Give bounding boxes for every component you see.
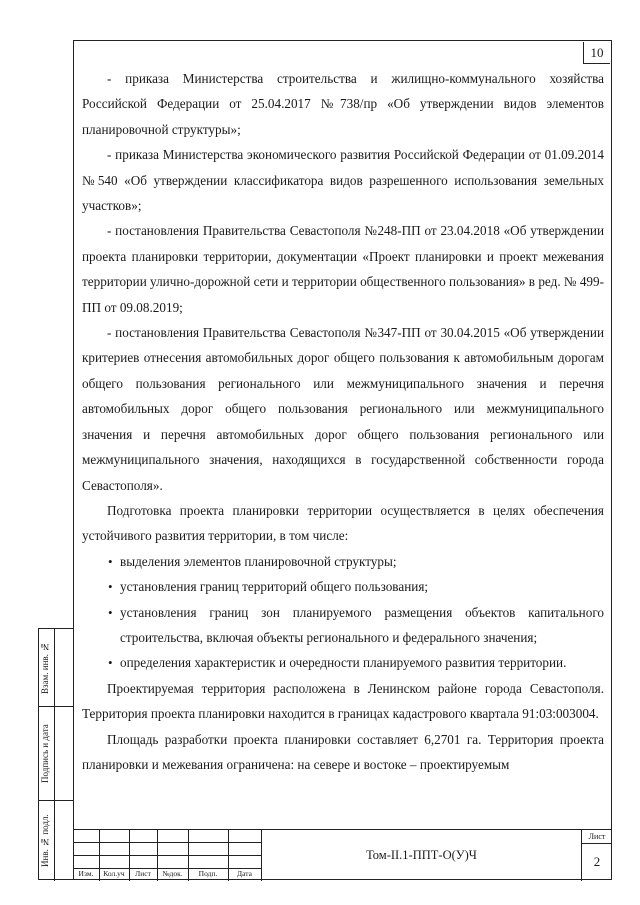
list-item [82,650,604,675]
purpose-list [82,549,604,676]
paragraph-order-540: - приказа Министерства экономического развития Российской Федерации от 01.09.2014 №540 «Об утверждении классификатора видов разрешенного использования земельных участков»; [82,147,604,214]
document-code: Том-II.1-ППТ-О(У)Ч [261,830,581,881]
side-label-replacement-inv: Взам. инв. № [40,641,50,695]
bullet-icon: • [108,579,113,595]
side-label-original-inv: Инв. № подл. [40,814,50,868]
bullet-icon: • [108,655,113,671]
sheet-box [581,830,612,881]
paragraph-purpose: Подготовка проекта планировки территории осуществляется в целях обеспечения устойчивого развития территории, в том числе: [82,502,604,544]
side-cell-original-inv [39,801,73,881]
revision-grid [73,830,261,881]
header-change: Изм. [78,869,94,878]
header-quantity: Кол.уч [103,869,125,878]
header-signature: Подп. [198,869,218,878]
list-item-text: установления границ территорий общего пользования; [120,579,429,595]
side-stamp [38,628,74,880]
paragraph-area: Площадь разработки проекта планировки составляет 6,2701 га. Территория проекта планировки и межевания ограничена: на севере и востоке – проектируемым [82,731,604,772]
paragraph-location: Проектируемая территория расположена в Ленинском районе города Севастополя. Территория проекта планировки находится в границах кадастрового квартала 91:03:003004. [82,680,604,722]
list-item [82,549,604,574]
paragraph-resolution-347: - постановления Правительства Севастополя №347-ПП от 30.04.2015 «Об утверждении критериев отнесения автомобильных дорог общего пользования к автомобильным дорогам общего пользования регионального или межмуниципального значения и перечня автомобильных дорог общего пользования регионального или межмуниципального значения и перечня автомобильных дорог общего пользования регионального или межмуниципального значения, находящихся в государственной собственности города Севастополя». [82,325,604,493]
side-cell-replacement-inv [39,629,73,707]
bullet-icon: • [108,553,113,569]
list-item-text: выделения элементов планировочной структуры; [120,553,397,569]
list-item [82,574,604,599]
list-item [82,600,604,651]
header-date: Дата [237,869,252,878]
sheet-number: 2 [593,854,601,869]
header-doc-number: №док. [162,869,183,878]
page-number-top: 10 [583,42,610,64]
paragraph-order-738: - приказа Министерства строительства и жилищно-коммунального хозяйства Российской Федерации от 25.04.2017 №738/пр «Об утверждении видов элементов планировочной структуры»; [82,71,604,137]
list-item-text: определения характеристик и очередности планируемого развития территории. [120,655,567,671]
list-item-text: установления границ зон планируемого размещения объектов капитального строительства, включая объекты регионального и федерального значения; [120,604,604,645]
sheet-label: Лист [582,830,612,844]
header-sheet: Лист [135,869,151,878]
side-label-signature-date: Подпись и дата [40,724,50,784]
document-body [82,66,604,777]
side-cell-signature-date [39,707,73,801]
bullet-icon: • [108,604,113,620]
title-block [73,829,612,880]
paragraph-resolution-248: - постановления Правительства Севастополя №248-ПП от 23.04.2018 «Об утверждении проекта планировки территории, документации «Проект планировки и проект межевания территории улично-дорожной сети и территории общественного пользования» в ред. № 499-ПП от 09.08.2019; [82,223,604,315]
